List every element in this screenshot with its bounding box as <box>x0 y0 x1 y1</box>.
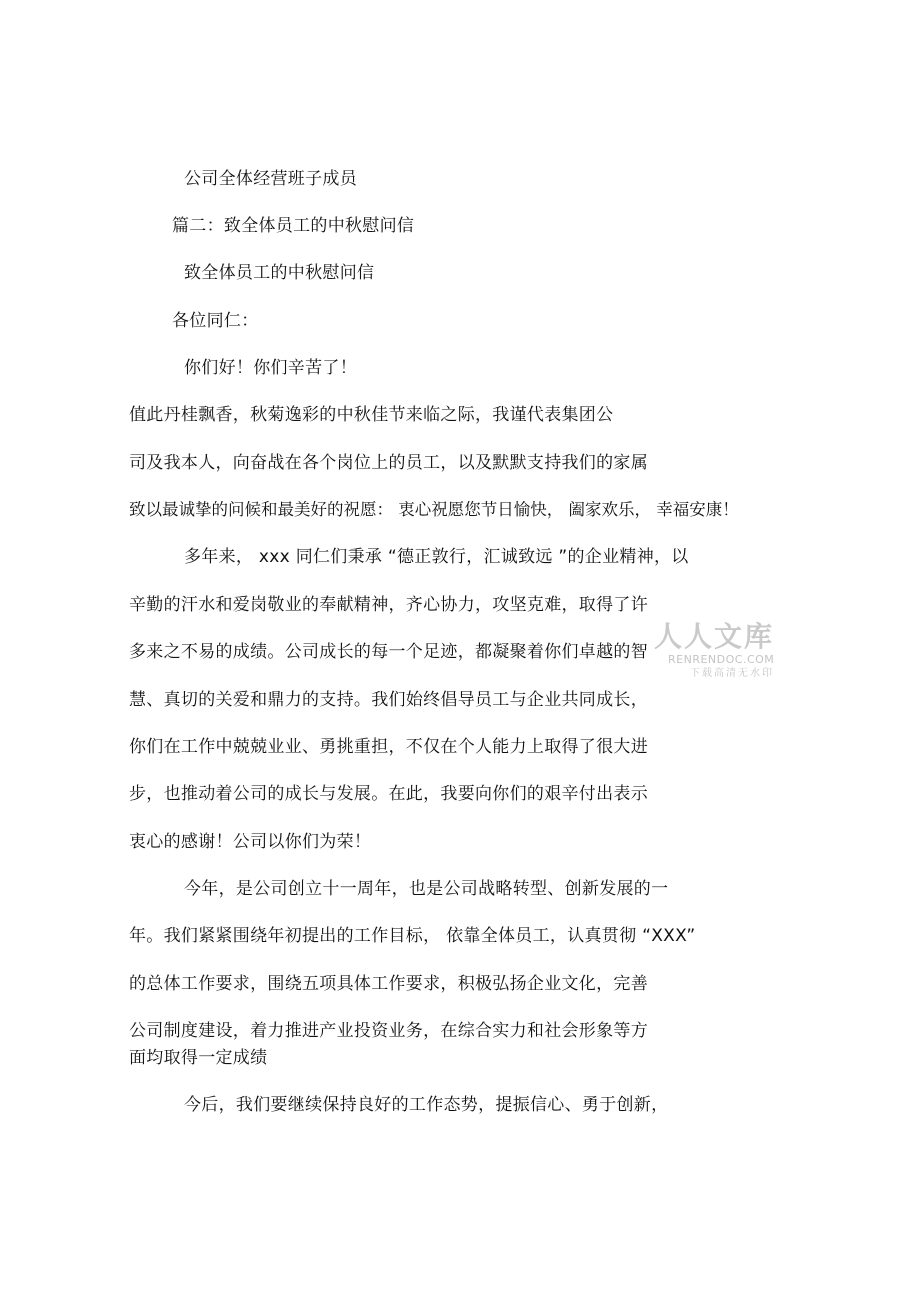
text-line: 今后，我们要继续保持良好的工作态势，提振信心、勇于创新， <box>184 1095 669 1115</box>
watermark-domain: RENRENDOC.COM <box>668 653 775 666</box>
watermark-subtitle: 下载高清无水印 <box>690 668 774 679</box>
text-line: 公司全体经营班子成员 <box>184 169 357 189</box>
watermark-title: 人人文库 <box>654 620 775 653</box>
text-line: 辛勤的汗水和爱岗敬业的奉献精神，齐心协力，攻坚克难，取得了许 <box>129 595 648 615</box>
text-line: 你们在工作中兢兢业业、勇挑重担，不仅在个人能力上取得了很大进 <box>129 737 648 757</box>
text-line: 致以最诚挚的问候和最美好的祝愿： 衷心祝愿您节日愉快， 阖家欢乐， 幸福安康！ <box>129 500 739 519</box>
text-line: 今年，是公司创立十一周年，也是公司战略转型、创新发展的一 <box>184 879 669 899</box>
text-line: 步，也推动着公司的成长与发展。在此，我要向你们的艰辛付出表示 <box>129 784 648 804</box>
text-line: 衷心的感谢！公司以你们为荣！ <box>129 832 372 852</box>
text-line: 年。我们紧紧围绕年初提出的工作目标， 依靠全体员工，认真贯彻 “XXX” <box>129 926 696 946</box>
text-line: 多来之不易的成绩。公司成长的每一个足迹，都凝聚着你们卓越的智 <box>129 642 648 662</box>
watermark <box>648 620 778 682</box>
text-line: 慧、真切的关爱和鼎力的支持。我们始终倡导员工与企业共同成长， <box>129 690 648 710</box>
text-line: 的总体工作要求，围绕五项具体工作要求，积极弘扬企业文化，完善 <box>129 974 648 994</box>
text-line: 多年来， xxx 同仁们秉承 “德正敦行，汇诚致远 ”的企业精神，以 <box>184 547 689 567</box>
salutation: 各位同仁： <box>172 311 259 331</box>
text-line: 公司制度建设，着力推进产业投资业务，在综合实力和社会形象等方 <box>129 1021 648 1041</box>
text-line: 值此丹桂飘香，秋菊逸彩的中秋佳节来临之际，我谨代表集团公 <box>129 405 614 425</box>
text-line: 面均取得一定成绩 <box>129 1048 268 1068</box>
greeting: 你们好！你们辛苦了！ <box>184 358 357 378</box>
section-heading: 篇二：致全体员工的中秋慰问信 <box>172 216 415 236</box>
letter-title: 致全体员工的中秋慰问信 <box>184 263 375 283</box>
text-line: 司及我本人，向奋战在各个岗位上的员工，以及默默支持我们的家属 <box>129 453 648 473</box>
